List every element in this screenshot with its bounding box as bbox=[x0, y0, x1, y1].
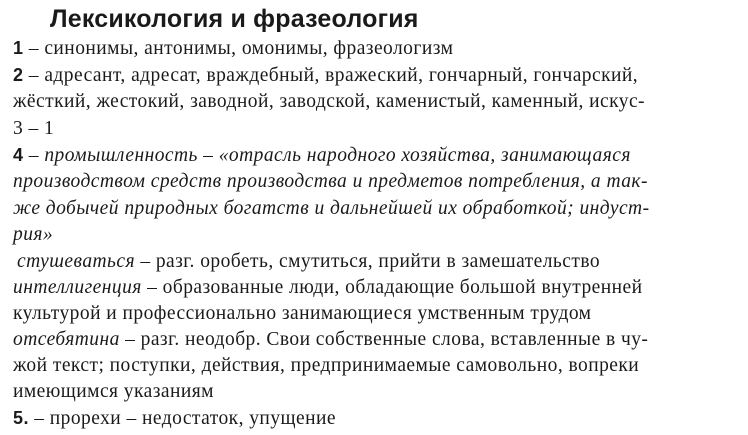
item-1-text: – синонимы, антонимы, омонимы, фразеологизм bbox=[23, 38, 454, 59]
entry-definition: – разг. оробеть, смутиться, прийти в замешательство bbox=[135, 251, 601, 272]
entry-intelligentsiya bbox=[13, 275, 643, 301]
item-4-text-1: – промышленность – «отрасль народного хозяйства, занимающаяся bbox=[23, 145, 631, 166]
entry-term: интеллигенция bbox=[13, 277, 142, 298]
item-5-text: – прорехи – недостаток, упущение bbox=[28, 408, 336, 429]
item-1-number: 1 bbox=[13, 38, 24, 58]
page-title: Лексикология и фразеология bbox=[50, 5, 419, 33]
entry-definition: – разг. неодобр. Свои собственные слова, вставленные в чу- bbox=[119, 329, 649, 350]
entry-stushevatsya bbox=[17, 249, 600, 275]
entry-term: стушеваться bbox=[17, 251, 135, 272]
item-4-line-2: производством средств производства и предметов потребления, а так- bbox=[13, 171, 648, 192]
item-2-line-1 bbox=[13, 62, 638, 89]
item-4-line-4: рия» bbox=[13, 224, 54, 245]
item-2-text-1: – адресант, адресат, враждебный, вражеский, гончарный, гончарский, bbox=[23, 65, 639, 86]
item-1-line bbox=[13, 35, 453, 62]
entry-otsebyatina bbox=[13, 327, 648, 353]
item-3-line: 3 – 1 bbox=[13, 118, 55, 139]
entry-otsebyatina-line-2: жой текст; поступки, действия, предпринимаемые самовольно, вопреки bbox=[13, 355, 640, 376]
entry-definition: – образованные люди, обладающие большой внутренней bbox=[141, 277, 643, 298]
item-4-line-1 bbox=[13, 142, 631, 169]
entry-otsebyatina-line-3: имеющимся указаниям bbox=[13, 381, 214, 402]
item-2-line-2: жёсткий, жестокий, заводной, заводской, каменистый, каменный, искус- bbox=[13, 91, 645, 112]
entry-intelligentsiya-line-2: культурой и профессионально занимающиеся умственным трудом bbox=[13, 303, 592, 324]
item-2-number: 2 bbox=[13, 65, 24, 85]
entry-term: отсебятина bbox=[13, 329, 120, 350]
item-5-line bbox=[13, 405, 336, 432]
item-5-number: 5. bbox=[13, 408, 29, 428]
item-4-number: 4 bbox=[13, 145, 24, 165]
item-4-line-3: же добычей природных богатств и дальнейшей их обработкой; индуст- bbox=[13, 198, 650, 219]
